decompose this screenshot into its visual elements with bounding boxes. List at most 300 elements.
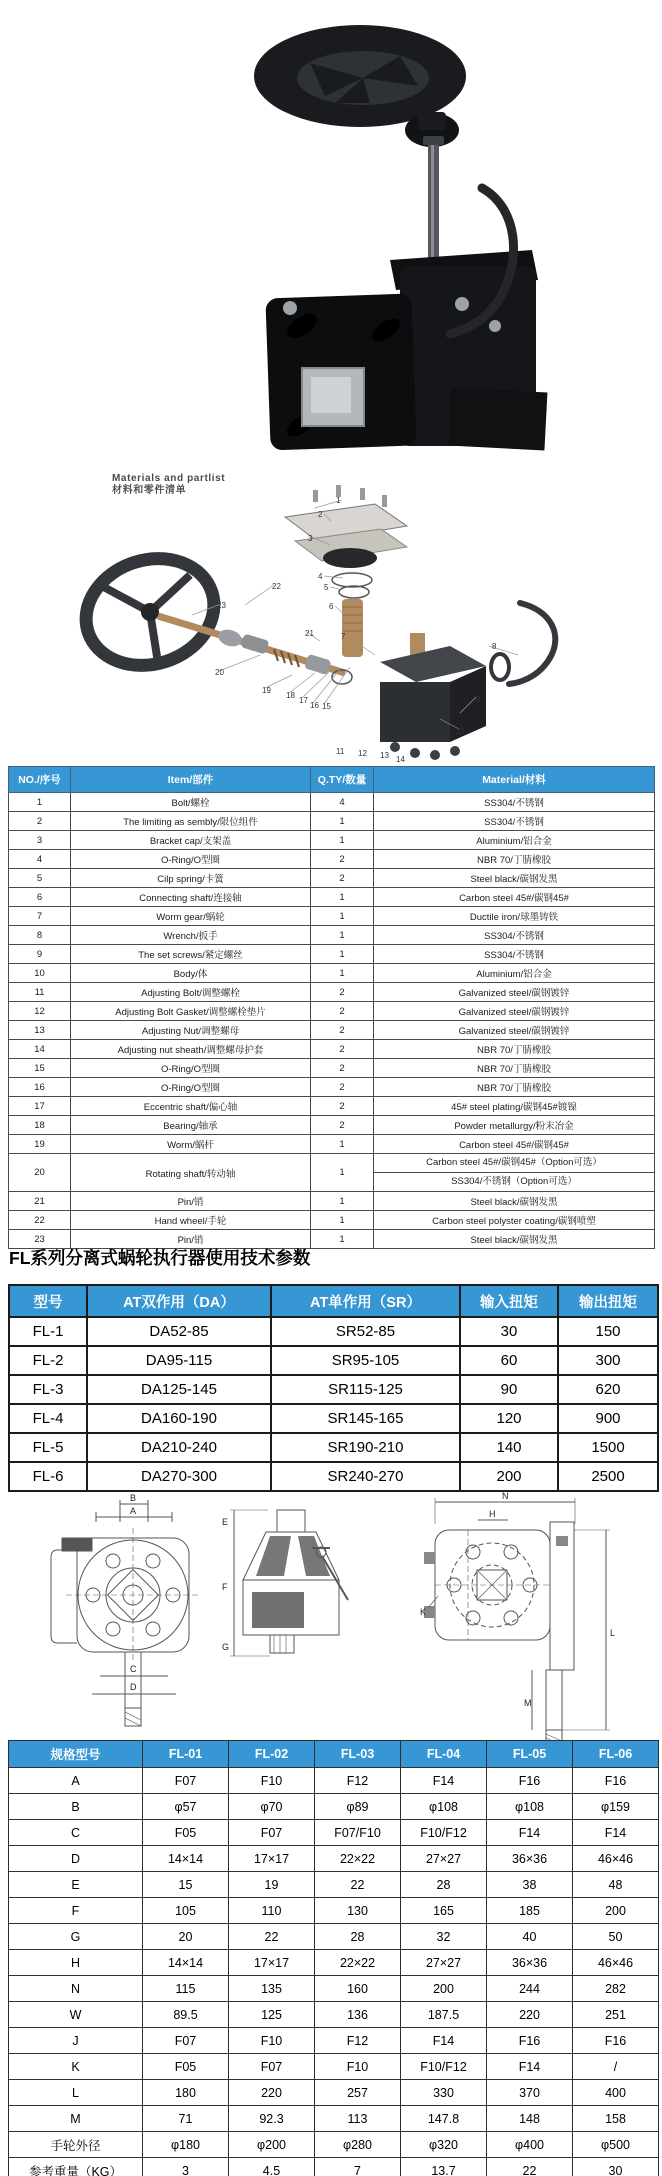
table-cell: F07/F10 <box>315 1820 401 1846</box>
table-cell: F14 <box>487 1820 573 1846</box>
table-cell: N <box>9 1976 143 2002</box>
table-cell: 11 <box>9 983 71 1002</box>
table-cell: 2 <box>311 1040 374 1059</box>
table-cell: 1 <box>311 888 374 907</box>
table-cell: 2 <box>9 812 71 831</box>
table-cell: 220 <box>229 2080 315 2106</box>
table-cell: 147.8 <box>401 2106 487 2132</box>
table-cell: 48 <box>573 1872 659 1898</box>
table-cell: 60 <box>460 1346 558 1375</box>
table-cell: 282 <box>573 1976 659 2002</box>
table-cell: 40 <box>487 1924 573 1950</box>
stem-illustration <box>423 136 444 274</box>
table-cell: 手轮外径 <box>9 2132 143 2158</box>
table-cell: F <box>9 1898 143 1924</box>
table-cell: 30 <box>573 2158 659 2176</box>
table-cell: FL-3 <box>9 1375 87 1404</box>
table-cell: Rotating shaft/转动轴 <box>71 1154 311 1192</box>
table-cell: NBR 70/丁腈橡胶 <box>374 1078 655 1097</box>
table-row <box>9 1317 658 1346</box>
table-cell: φ57 <box>143 1794 229 1820</box>
table-cell: O-Ring/O型圈 <box>71 1078 311 1097</box>
spec-header-label: 规格型号 <box>9 1741 143 1768</box>
table-cell: 125 <box>229 2002 315 2028</box>
table-cell: 113 <box>315 2106 401 2132</box>
table-cell: 136 <box>315 2002 401 2028</box>
parts-header-no: NO./序号 <box>9 767 71 793</box>
table-cell: 2 <box>311 850 374 869</box>
table-cell: 22 <box>487 2158 573 2176</box>
table-cell: Cilp spring/卡簧 <box>71 869 311 888</box>
table-cell: Galvanized steel/碳钢镀锌 <box>374 1002 655 1021</box>
table-cell: 185 <box>487 1898 573 1924</box>
table-cell: 21 <box>9 1192 71 1211</box>
table-cell: F14 <box>487 2054 573 2080</box>
table-cell: 330 <box>401 2080 487 2106</box>
table-cell: SS304/不锈钢 <box>374 926 655 945</box>
table-cell: 1 <box>311 812 374 831</box>
table-cell: F07 <box>229 1820 315 1846</box>
callout-number: 9 <box>476 695 481 704</box>
table-cell: 165 <box>401 1898 487 1924</box>
table-cell: 19 <box>229 1872 315 1898</box>
parts-header-qty: Q.TY/数量 <box>311 767 374 793</box>
exploded-top-assembly <box>285 485 407 657</box>
table-cell: 1 <box>9 793 71 812</box>
callout-number: 17 <box>299 696 308 705</box>
table-cell: Steel black/碳钢发黑 <box>374 869 655 888</box>
table-cell: 7 <box>315 2158 401 2176</box>
table-cell: Ductile iron/球墨铸铁 <box>374 907 655 926</box>
table-cell: C <box>9 1820 143 1846</box>
table-cell: SR190-210 <box>271 1433 460 1462</box>
table-cell: 17×17 <box>229 1950 315 1976</box>
callout-number: 6 <box>329 602 334 611</box>
table-cell: A <box>9 1768 143 1794</box>
table-cell: 110 <box>229 1898 315 1924</box>
torque-header-output: 输出扭矩 <box>558 1285 658 1317</box>
table-cell: Adjusting nut sheath/调整螺母护套 <box>71 1040 311 1059</box>
table-row <box>9 2132 659 2158</box>
table-cell: 2500 <box>558 1462 658 1491</box>
table-cell: 5 <box>9 869 71 888</box>
table-cell: φ500 <box>573 2132 659 2158</box>
table-cell: φ159 <box>573 1794 659 1820</box>
table-cell: 90 <box>460 1375 558 1404</box>
table-row <box>9 1976 659 2002</box>
table-cell: 158 <box>573 2106 659 2132</box>
dimension-drawings <box>8 1478 656 1748</box>
table-cell: 1 <box>311 926 374 945</box>
materials-label-zh: 材料和零件清单 <box>112 484 187 496</box>
table-cell: FL-1 <box>9 1317 87 1346</box>
svg-text:C: C <box>130 1664 137 1674</box>
table-cell: 38 <box>487 1872 573 1898</box>
callout-number: 8 <box>492 642 497 651</box>
table-row <box>9 850 655 869</box>
table-cell: 46×46 <box>573 1846 659 1872</box>
table-cell: Aluminium/铝合金 <box>374 831 655 850</box>
table-cell: 19 <box>9 1135 71 1154</box>
table-subcell: SS304/不锈钢（Option可选） <box>374 1172 654 1191</box>
callout-number: 2 <box>318 510 323 519</box>
table-row <box>9 831 655 850</box>
table-row <box>9 1021 655 1040</box>
table-cell: 1 <box>311 1135 374 1154</box>
svg-text:K: K <box>420 1607 427 1617</box>
table-cell: F14 <box>401 1768 487 1794</box>
table-cell: φ89 <box>315 1794 401 1820</box>
table-cell: SR240-270 <box>271 1462 460 1491</box>
table-row <box>9 1346 658 1375</box>
torque-header-da: AT双作用（DA） <box>87 1285 271 1317</box>
svg-text:G: G <box>222 1642 230 1652</box>
table-cell: 220 <box>487 2002 573 2028</box>
table-cell: O-Ring/O型圈 <box>71 850 311 869</box>
table-cell: 27×27 <box>401 1950 487 1976</box>
table-row <box>9 964 655 983</box>
parts-header-row <box>9 767 655 793</box>
table-cell: 2 <box>311 983 374 1002</box>
table-row <box>9 1404 658 1433</box>
table-row <box>9 2106 659 2132</box>
table-cell: φ108 <box>401 1794 487 1820</box>
table-cell: 30 <box>460 1317 558 1346</box>
table-cell: 7 <box>9 907 71 926</box>
table-cell: 251 <box>573 2002 659 2028</box>
section-title: FL系列分离式蜗轮执行器使用技术参数 <box>9 1248 311 1268</box>
table-cell: φ400 <box>487 2132 573 2158</box>
table-cell: 22 <box>229 1924 315 1950</box>
table-cell: F10/F12 <box>401 2054 487 2080</box>
table-cell: Galvanized steel/碳钢镀锌 <box>374 1021 655 1040</box>
table-row <box>9 1872 659 1898</box>
table-row <box>9 2002 659 2028</box>
handwheel-illustration <box>254 25 466 147</box>
callout-number: 7 <box>341 632 346 641</box>
spec-header-fl01: FL-01 <box>143 1741 229 1768</box>
table-cell: 28 <box>401 1872 487 1898</box>
table-row <box>9 907 655 926</box>
table-cell: 2 <box>311 1021 374 1040</box>
table-cell: Steel black/碳钢发黑 <box>374 1230 655 1249</box>
table-cell: FL-5 <box>9 1433 87 1462</box>
parts-table <box>8 766 655 1249</box>
table-cell: DA95-115 <box>87 1346 271 1375</box>
table-cell: M <box>9 2106 143 2132</box>
table-cell: F16 <box>487 1768 573 1794</box>
table-cell: 200 <box>460 1462 558 1491</box>
table-cell: 8 <box>9 926 71 945</box>
table-cell: DA270-300 <box>87 1462 271 1491</box>
table-cell: O-Ring/O型圈 <box>71 1059 311 1078</box>
drawing-side-view <box>222 1510 348 1656</box>
svg-text:F: F <box>222 1582 228 1592</box>
table-cell: 148 <box>487 2106 573 2132</box>
table-row <box>9 1433 658 1462</box>
table-row <box>9 1116 655 1135</box>
table-cell: G <box>9 1924 143 1950</box>
table-cell: Bracket cap/支架盖 <box>71 831 311 850</box>
table-cell: 46×46 <box>573 1950 659 1976</box>
table-row <box>9 1794 659 1820</box>
table-cell: 180 <box>143 2080 229 2106</box>
table-cell: 50 <box>573 1924 659 1950</box>
table-cell: 187.5 <box>401 2002 487 2028</box>
table-cell: φ180 <box>143 2132 229 2158</box>
table-cell: 120 <box>460 1404 558 1433</box>
table-cell: Bolt/螺栓 <box>71 793 311 812</box>
table-cell: 160 <box>315 1976 401 2002</box>
table-cell: 2 <box>311 1078 374 1097</box>
table-cell: 3 <box>143 2158 229 2176</box>
svg-text:A: A <box>130 1506 137 1516</box>
table-cell: 13 <box>9 1021 71 1040</box>
table-cell: 130 <box>315 1898 401 1924</box>
table-row <box>9 1768 659 1794</box>
table-cell: 150 <box>558 1317 658 1346</box>
parts-header-item: Item/部件 <box>71 767 311 793</box>
table-cell: 89.5 <box>143 2002 229 2028</box>
table-cell: φ200 <box>229 2132 315 2158</box>
table-cell: Body/体 <box>71 964 311 983</box>
callout-number: 13 <box>380 751 389 760</box>
table-cell: FL-6 <box>9 1462 87 1491</box>
table-cell: 244 <box>487 1976 573 2002</box>
table-cell: NBR 70/丁腈橡胶 <box>374 850 655 869</box>
table-cell: 32 <box>401 1924 487 1950</box>
table-cell: DA52-85 <box>87 1317 271 1346</box>
table-cell: Connecting shaft/连接轴 <box>71 888 311 907</box>
table-cell: F14 <box>401 2028 487 2054</box>
table-cell: 4.5 <box>229 2158 315 2176</box>
table-cell: Powder metallurgy/粉末冶金 <box>374 1116 655 1135</box>
table-cell: FL-2 <box>9 1346 87 1375</box>
table-cell: 620 <box>558 1375 658 1404</box>
svg-text:H: H <box>489 1509 496 1519</box>
svg-text:B: B <box>130 1493 137 1503</box>
table-row <box>9 2028 659 2054</box>
table-row <box>9 2080 659 2106</box>
callout-number: 12 <box>358 749 367 758</box>
table-row <box>9 869 655 888</box>
table-row <box>9 793 655 812</box>
table-cell: SR145-165 <box>271 1404 460 1433</box>
table-cell: 14 <box>9 1040 71 1059</box>
spec-table <box>8 1740 659 2176</box>
svg-text:E: E <box>222 1517 229 1527</box>
table-cell: L <box>9 2080 143 2106</box>
table-cell: F16 <box>573 1768 659 1794</box>
table-cell: 135 <box>229 1976 315 2002</box>
table-row <box>9 945 655 964</box>
table-cell: 22×22 <box>315 1846 401 1872</box>
table-cell <box>374 1154 655 1192</box>
table-row <box>9 1846 659 1872</box>
table-cell: 1 <box>311 831 374 850</box>
table-cell: 300 <box>558 1346 658 1375</box>
table-cell: 4 <box>9 850 71 869</box>
table-cell: Carbon steel 45#/碳钢45# <box>374 1135 655 1154</box>
table-cell: / <box>573 2054 659 2080</box>
table-cell: F12 <box>315 1768 401 1794</box>
table-row <box>9 812 655 831</box>
table-cell: 1 <box>311 964 374 983</box>
exploded-body <box>380 603 555 760</box>
table-cell: DA125-145 <box>87 1375 271 1404</box>
drawing-front-view <box>51 1493 200 1726</box>
table-cell: 15 <box>9 1059 71 1078</box>
table-cell: B <box>9 1794 143 1820</box>
table-cell: 6 <box>9 888 71 907</box>
drawing-back-view <box>420 1491 615 1745</box>
table-cell: NBR 70/丁腈橡胶 <box>374 1040 655 1059</box>
parts-header-material: Material/材料 <box>374 767 655 793</box>
table-cell: SS304/不锈钢 <box>374 945 655 964</box>
svg-text:N: N <box>502 1491 509 1501</box>
table-cell: 1500 <box>558 1433 658 1462</box>
table-cell: 1 <box>311 907 374 926</box>
table-cell: 16 <box>9 1078 71 1097</box>
table-row <box>9 1192 655 1211</box>
table-cell: Eccentric shaft/偏心轴 <box>71 1097 311 1116</box>
table-row <box>9 1002 655 1021</box>
table-cell: 20 <box>9 1154 71 1192</box>
svg-text:M: M <box>524 1698 532 1708</box>
table-cell: 9 <box>9 945 71 964</box>
table-cell: SR52-85 <box>271 1317 460 1346</box>
table-row <box>9 1820 659 1846</box>
table-row <box>9 2158 659 2176</box>
table-cell: FL-4 <box>9 1404 87 1433</box>
table-cell: 17 <box>9 1097 71 1116</box>
table-cell: F16 <box>487 2028 573 2054</box>
table-row <box>9 1211 655 1230</box>
torque-header-model: 型号 <box>9 1285 87 1317</box>
table-cell: 36×36 <box>487 1846 573 1872</box>
table-cell: F07 <box>143 1768 229 1794</box>
table-cell: W <box>9 2002 143 2028</box>
table-cell: 2 <box>311 1097 374 1116</box>
table-cell: The limiting as sembly/限位组件 <box>71 812 311 831</box>
table-cell: 370 <box>487 2080 573 2106</box>
table-subcell: Carbon steel 45#/碳钢45#（Option可选） <box>426 1157 602 1168</box>
table-row <box>9 1898 659 1924</box>
table-cell: 400 <box>573 2080 659 2106</box>
exploded-diagram <box>30 485 635 765</box>
table-cell: Hand wheel/手轮 <box>71 1211 311 1230</box>
table-cell: 28 <box>315 1924 401 1950</box>
table-cell: 18 <box>9 1116 71 1135</box>
table-cell: 2 <box>311 1002 374 1021</box>
table-cell: 45# steel plating/碳钢45#镀镍 <box>374 1097 655 1116</box>
table-cell: 参考重量（KG） <box>9 2158 143 2176</box>
table-cell: H <box>9 1950 143 1976</box>
callout-number: 15 <box>322 702 331 711</box>
table-row <box>9 1059 655 1078</box>
table-cell: F05 <box>143 1820 229 1846</box>
table-cell: 12 <box>9 1002 71 1021</box>
table-cell: 20 <box>143 1924 229 1950</box>
table-cell: 1 <box>311 945 374 964</box>
table-cell: F10/F12 <box>401 1820 487 1846</box>
table-cell: 4 <box>311 793 374 812</box>
table-cell: DA210-240 <box>87 1433 271 1462</box>
torque-header-input: 输入扭矩 <box>460 1285 558 1317</box>
callout-number: 10 <box>455 727 464 736</box>
table-cell: F10 <box>229 1768 315 1794</box>
table-cell: F05 <box>143 2054 229 2080</box>
table-cell: DA160-190 <box>87 1404 271 1433</box>
callout-number: 23 <box>217 601 226 610</box>
table-row <box>9 1040 655 1059</box>
table-cell: D <box>9 1846 143 1872</box>
table-cell: 27×27 <box>401 1846 487 1872</box>
callout-number: 14 <box>396 755 405 764</box>
table-cell: 2 <box>311 1059 374 1078</box>
table-cell: SS304/不锈钢 <box>374 812 655 831</box>
callout-number: 19 <box>262 686 271 695</box>
table-cell: Aluminium/铝合金 <box>374 964 655 983</box>
callout-number: 1 <box>336 496 341 505</box>
table-cell: F14 <box>573 1820 659 1846</box>
table-cell: Pin/销 <box>71 1230 311 1249</box>
table-cell: F12 <box>315 2028 401 2054</box>
table-row <box>9 888 655 907</box>
table-cell: φ108 <box>487 1794 573 1820</box>
table-cell: NBR 70/丁腈橡胶 <box>374 1059 655 1078</box>
table-cell: 140 <box>460 1433 558 1462</box>
table-row <box>9 1924 659 1950</box>
table-cell: 105 <box>143 1898 229 1924</box>
table-cell: SR95-105 <box>271 1346 460 1375</box>
table-cell: 71 <box>143 2106 229 2132</box>
spec-header-row <box>9 1741 659 1768</box>
table-cell: Pin/销 <box>71 1192 311 1211</box>
table-cell: Worm/蜗杆 <box>71 1135 311 1154</box>
table-cell: E <box>9 1872 143 1898</box>
table-row <box>9 1135 655 1154</box>
svg-text:L: L <box>610 1628 616 1638</box>
table-cell: K <box>9 2054 143 2080</box>
table-cell: 10 <box>9 964 71 983</box>
table-cell: F10 <box>229 2028 315 2054</box>
table-row <box>9 926 655 945</box>
product-photo <box>150 8 570 473</box>
torque-table <box>8 1284 659 1492</box>
table-cell: 1 <box>311 1192 374 1211</box>
table-cell: F07 <box>143 2028 229 2054</box>
torque-header-row <box>9 1285 658 1317</box>
actuator-body-illustration <box>265 188 547 450</box>
table-cell: J <box>9 2028 143 2054</box>
table-row <box>9 1154 655 1192</box>
callout-number: 20 <box>215 668 224 677</box>
table-cell: 23 <box>9 1230 71 1249</box>
table-row <box>9 1375 658 1404</box>
callout-number: 16 <box>310 701 319 710</box>
spec-header-fl06: FL-06 <box>573 1741 659 1768</box>
table-cell: Carbon steel polyster coating/碳钢喷塑 <box>374 1211 655 1230</box>
table-cell: Carbon steel 45#/碳钢45# <box>374 888 655 907</box>
table-cell: Adjusting Nut/调整螺母 <box>71 1021 311 1040</box>
table-cell: F07 <box>229 2054 315 2080</box>
table-cell: 115 <box>143 1976 229 2002</box>
table-cell: 200 <box>573 1898 659 1924</box>
table-cell: 22 <box>9 1211 71 1230</box>
table-cell: F10 <box>315 2054 401 2080</box>
table-cell: 22 <box>315 1872 401 1898</box>
